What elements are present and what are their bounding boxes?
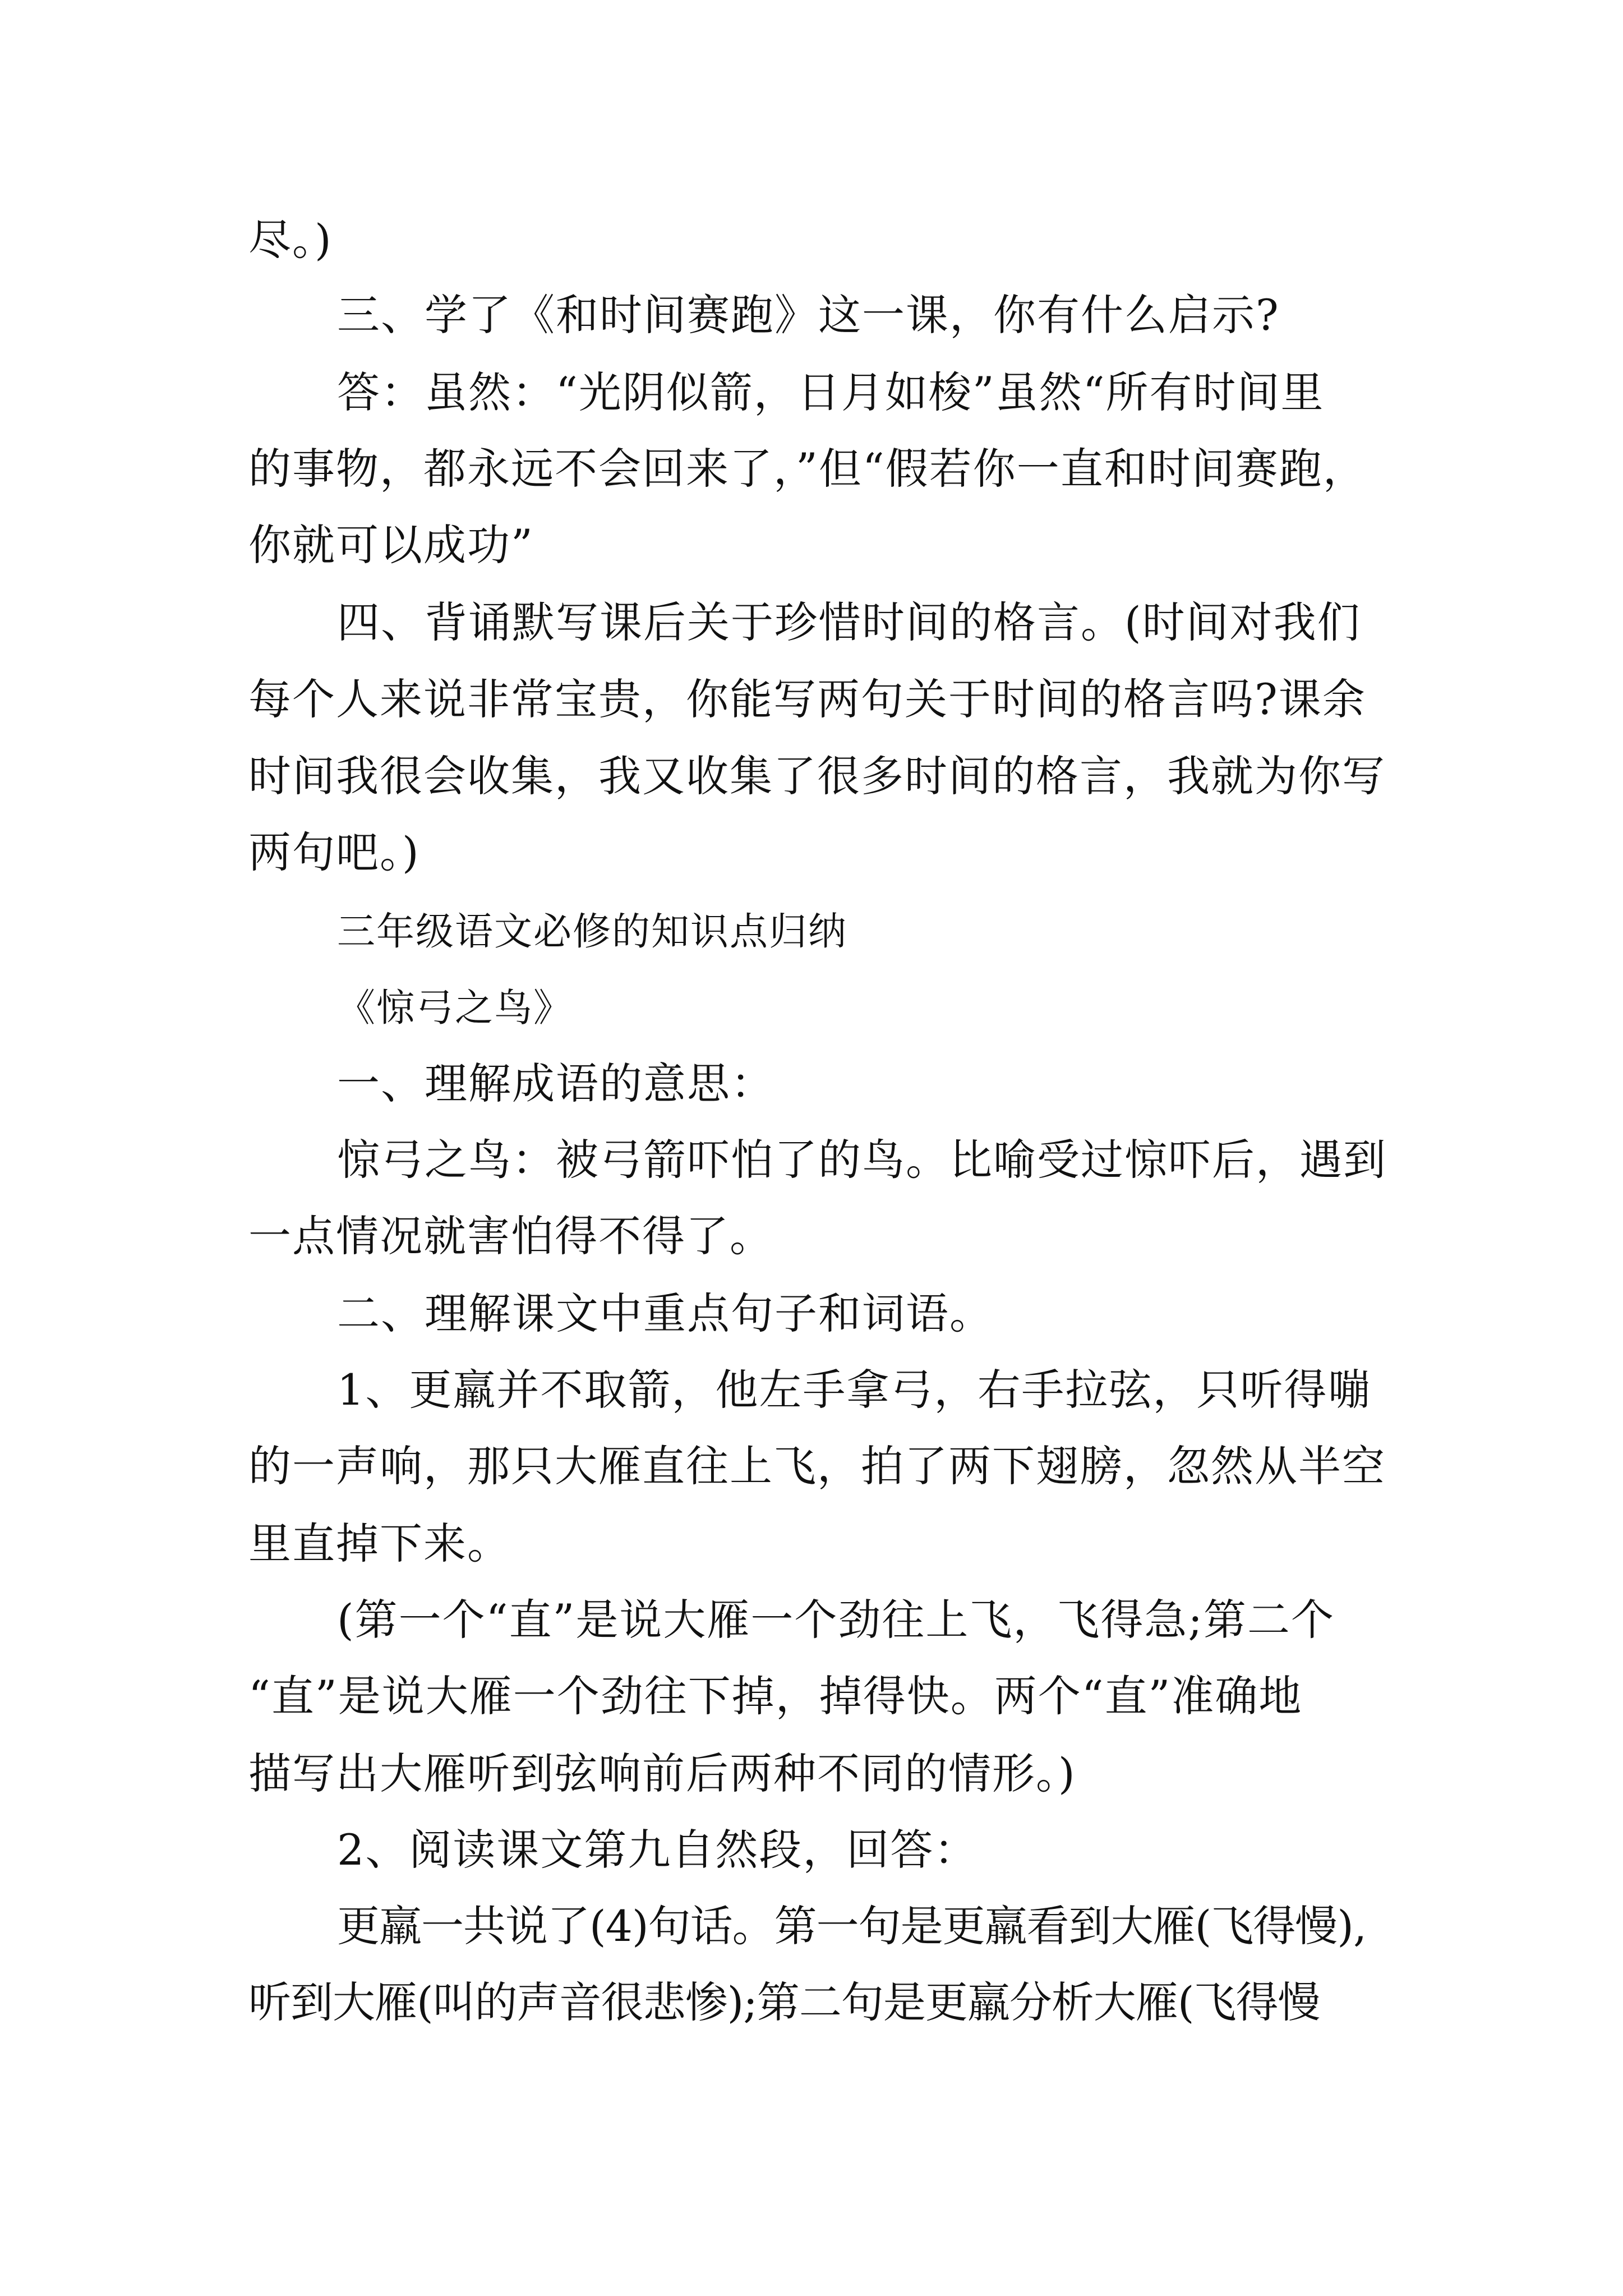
text-line-13: 惊弓之鸟：被弓箭吓怕了的鸟。比喻受过惊吓后，遇到	[337, 1135, 1387, 1185]
text-line-24: 听到大雁(叫的声音很悲惨);第二句是更羸分析大雁(飞得慢	[248, 1977, 1320, 2027]
lesson-title: 《惊弓之鸟》	[337, 986, 573, 1030]
text-line-22: 2、阅读课文第九自然段，回答：	[337, 1825, 978, 1875]
section-heading: 三年级语文必修的知识点归纳	[337, 910, 848, 954]
text-line-8: 时间我很会收集，我又收集了很多时间的格言，我就为你写	[248, 751, 1386, 801]
text-line-12: 一、理解成语的意思：	[337, 1059, 774, 1108]
text-line-14: 一点情况就害怕得不得了。	[248, 1211, 773, 1261]
text-line-9: 两句吧。)	[248, 827, 420, 877]
text-line-7: 每个人来说非常宝贵，你能写两句关于时间的格言吗?课余	[248, 674, 1366, 724]
text-line-5: 你就可以成功”	[248, 520, 534, 570]
text-line-20: “直”是说大雁一个劲往下掉，掉得快。两个“直”准确地	[248, 1671, 1303, 1721]
text-line-16: 1、更羸并不取箭，他左手拿弓，右手拉弦，只听得嘣	[337, 1365, 1372, 1415]
text-line-18: 里直掉下来。	[248, 1519, 511, 1568]
text-line-19: (第一个“直”是说大雁一个劲往上飞，飞得急;第二个	[337, 1595, 1335, 1645]
text-line-23: 更羸一共说了(4)句话。第一句是更羸看到大雁(飞得慢),	[337, 1901, 1367, 1951]
text-line-6: 四、背诵默写课后关于珍惜时间的格言。(时间对我们	[337, 597, 1361, 647]
text-line-3: 答：虽然：“光阴似箭，日月如梭”虽然“所有时间里	[337, 367, 1325, 417]
text-line-21: 描写出大雁听到弦响前后两种不同的情形。)	[248, 1749, 1076, 1798]
text-line-4: 的事物，都永远不会回来了，”但“假若你一直和时间赛跑，	[248, 444, 1367, 494]
text-line-17: 的一声响，那只大雁直往上飞，拍了两下翅膀，忽然从半空	[248, 1441, 1386, 1491]
text-line-15: 二、理解课文中重点句子和词语。	[337, 1289, 993, 1338]
text-line-1: 尽。)	[248, 215, 333, 265]
text-line-2: 三、学了《和时间赛跑》这一课，你有什么启示?	[337, 290, 1280, 340]
